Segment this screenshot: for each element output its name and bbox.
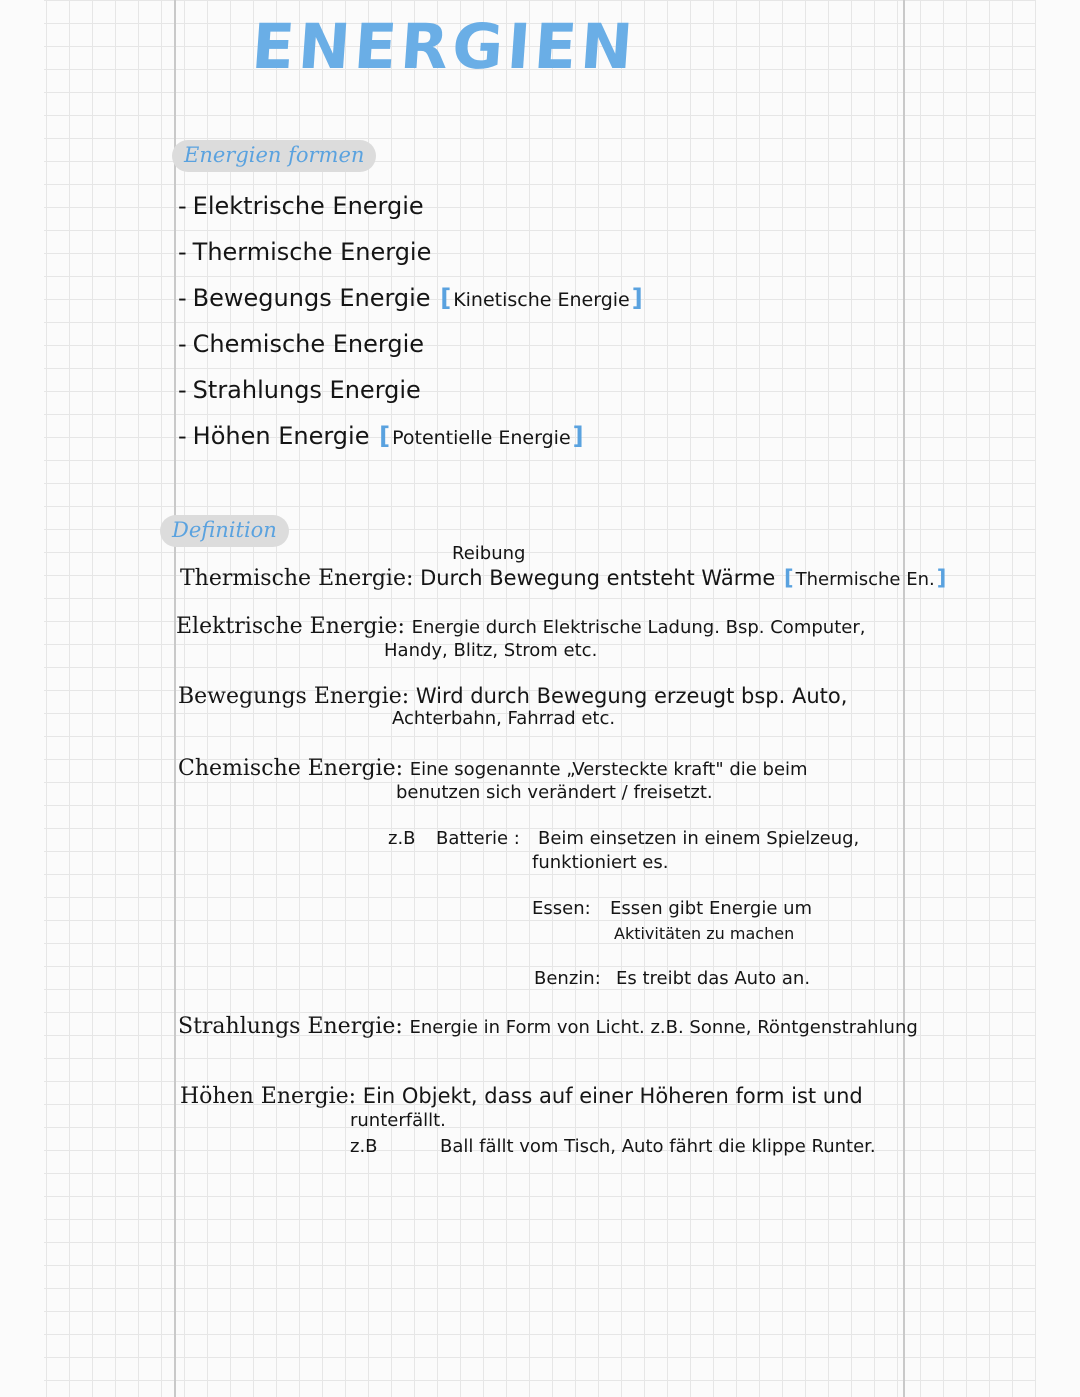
definition-term: Chemische Energie: [178,756,404,781]
energy-form-name: Thermische Energie [192,238,432,266]
list-item: - Strahlungs Energie [178,376,421,404]
example-text: Es treibt das Auto an. [616,968,811,989]
example-prefix: z.B [388,828,416,849]
left-margin-line [174,0,176,1397]
energy-form-name: Strahlungs Energie [192,376,421,404]
left-page-edge [0,0,44,1397]
list-item: - Chemische Energie [178,330,425,358]
definition-hoehe [180,1084,863,1109]
energy-form-name: Bewegungs Energie [192,284,431,312]
definition-text: Eine sogenannte „Versteckte kraft" die beim [409,759,808,780]
energy-forms-list [178,186,645,462]
list-item: - Thermische Energie [178,238,432,266]
definition-term: Elektrische Energie: [176,614,405,639]
definition-text-continued: Handy, Blitz, Strom etc. [384,640,598,661]
energy-form-alt-name: Kinetische Energie [453,289,630,311]
section-label-definition: Definition [160,515,289,547]
example-text: Essen gibt Energie um [610,898,813,919]
definition-text: Durch Bewegung entsteht Wärme [420,566,776,590]
example-text: Beim einsetzen in einem Spielzeug, [538,828,860,849]
definition-term: Strahlungs Energie: [178,1014,403,1039]
definition-term: Thermische Energie: [180,566,414,591]
list-item: - Höhen Energie [ Potentielle Energie] [178,422,584,450]
example-label-batterie: Batterie : [436,828,520,849]
energy-form-name: Elektrische Energie [192,192,424,220]
definition-term: Höhen Energie: [180,1084,357,1109]
definition-text: Wird durch Bewegung erzeugt bsp. Auto, [415,684,848,708]
annotation-reibung: Reibung [452,543,526,564]
energy-form-name: Höhen Energie [192,422,370,450]
definition-text: Energie in Form von Licht. z.B. Sonne, Röntgenstrahlung [409,1017,918,1038]
definition-term: Bewegungs Energie: [178,684,410,709]
example-text-continued: funktioniert es. [532,852,669,873]
definition-alt: Thermische En. [795,569,935,590]
definition-bewegung [178,684,847,709]
energy-form-alt-name: Potentielle Energie [392,427,571,449]
right-margin-line [903,0,905,1397]
definition-text-continued: benutzen sich verändert / freisetzt. [396,782,713,803]
definition-strahlung [178,1014,918,1039]
example-text: Ball fällt vom Tisch, Auto fährt die klippe Runter. [440,1136,876,1157]
example-text-continued: Aktivitäten zu machen [614,924,795,943]
right-page-edge [1036,0,1080,1397]
example-label-essen: Essen: [532,898,591,919]
page-title: ENERGIEN [249,10,640,83]
example-prefix: z.B [350,1136,378,1157]
definition-text: Energie durch Elektrische Ladung. Bsp. Computer, [411,617,866,638]
definition-elektrisch [176,614,865,639]
list-item: - Bewegungs Energie [ Kinetische Energie] [178,284,643,312]
example-label-benzin: Benzin: [534,968,601,989]
definition-text: Ein Objekt, dass auf einer Höheren form ist und [362,1084,863,1108]
section-label-energy-forms: Energien formen [172,140,376,172]
definition-chemisch [178,756,808,781]
list-item: - Elektrische Energie [178,192,424,220]
energy-form-name: Chemische Energie [192,330,425,358]
definition-text-continued: runterfällt. [350,1110,446,1131]
definition-thermisch: Thermische Energie: Durch Bewegung entsteht Wärme [ Thermische En.] [180,566,947,591]
definition-text-continued: Achterbahn, Fahrrad etc. [392,708,616,729]
